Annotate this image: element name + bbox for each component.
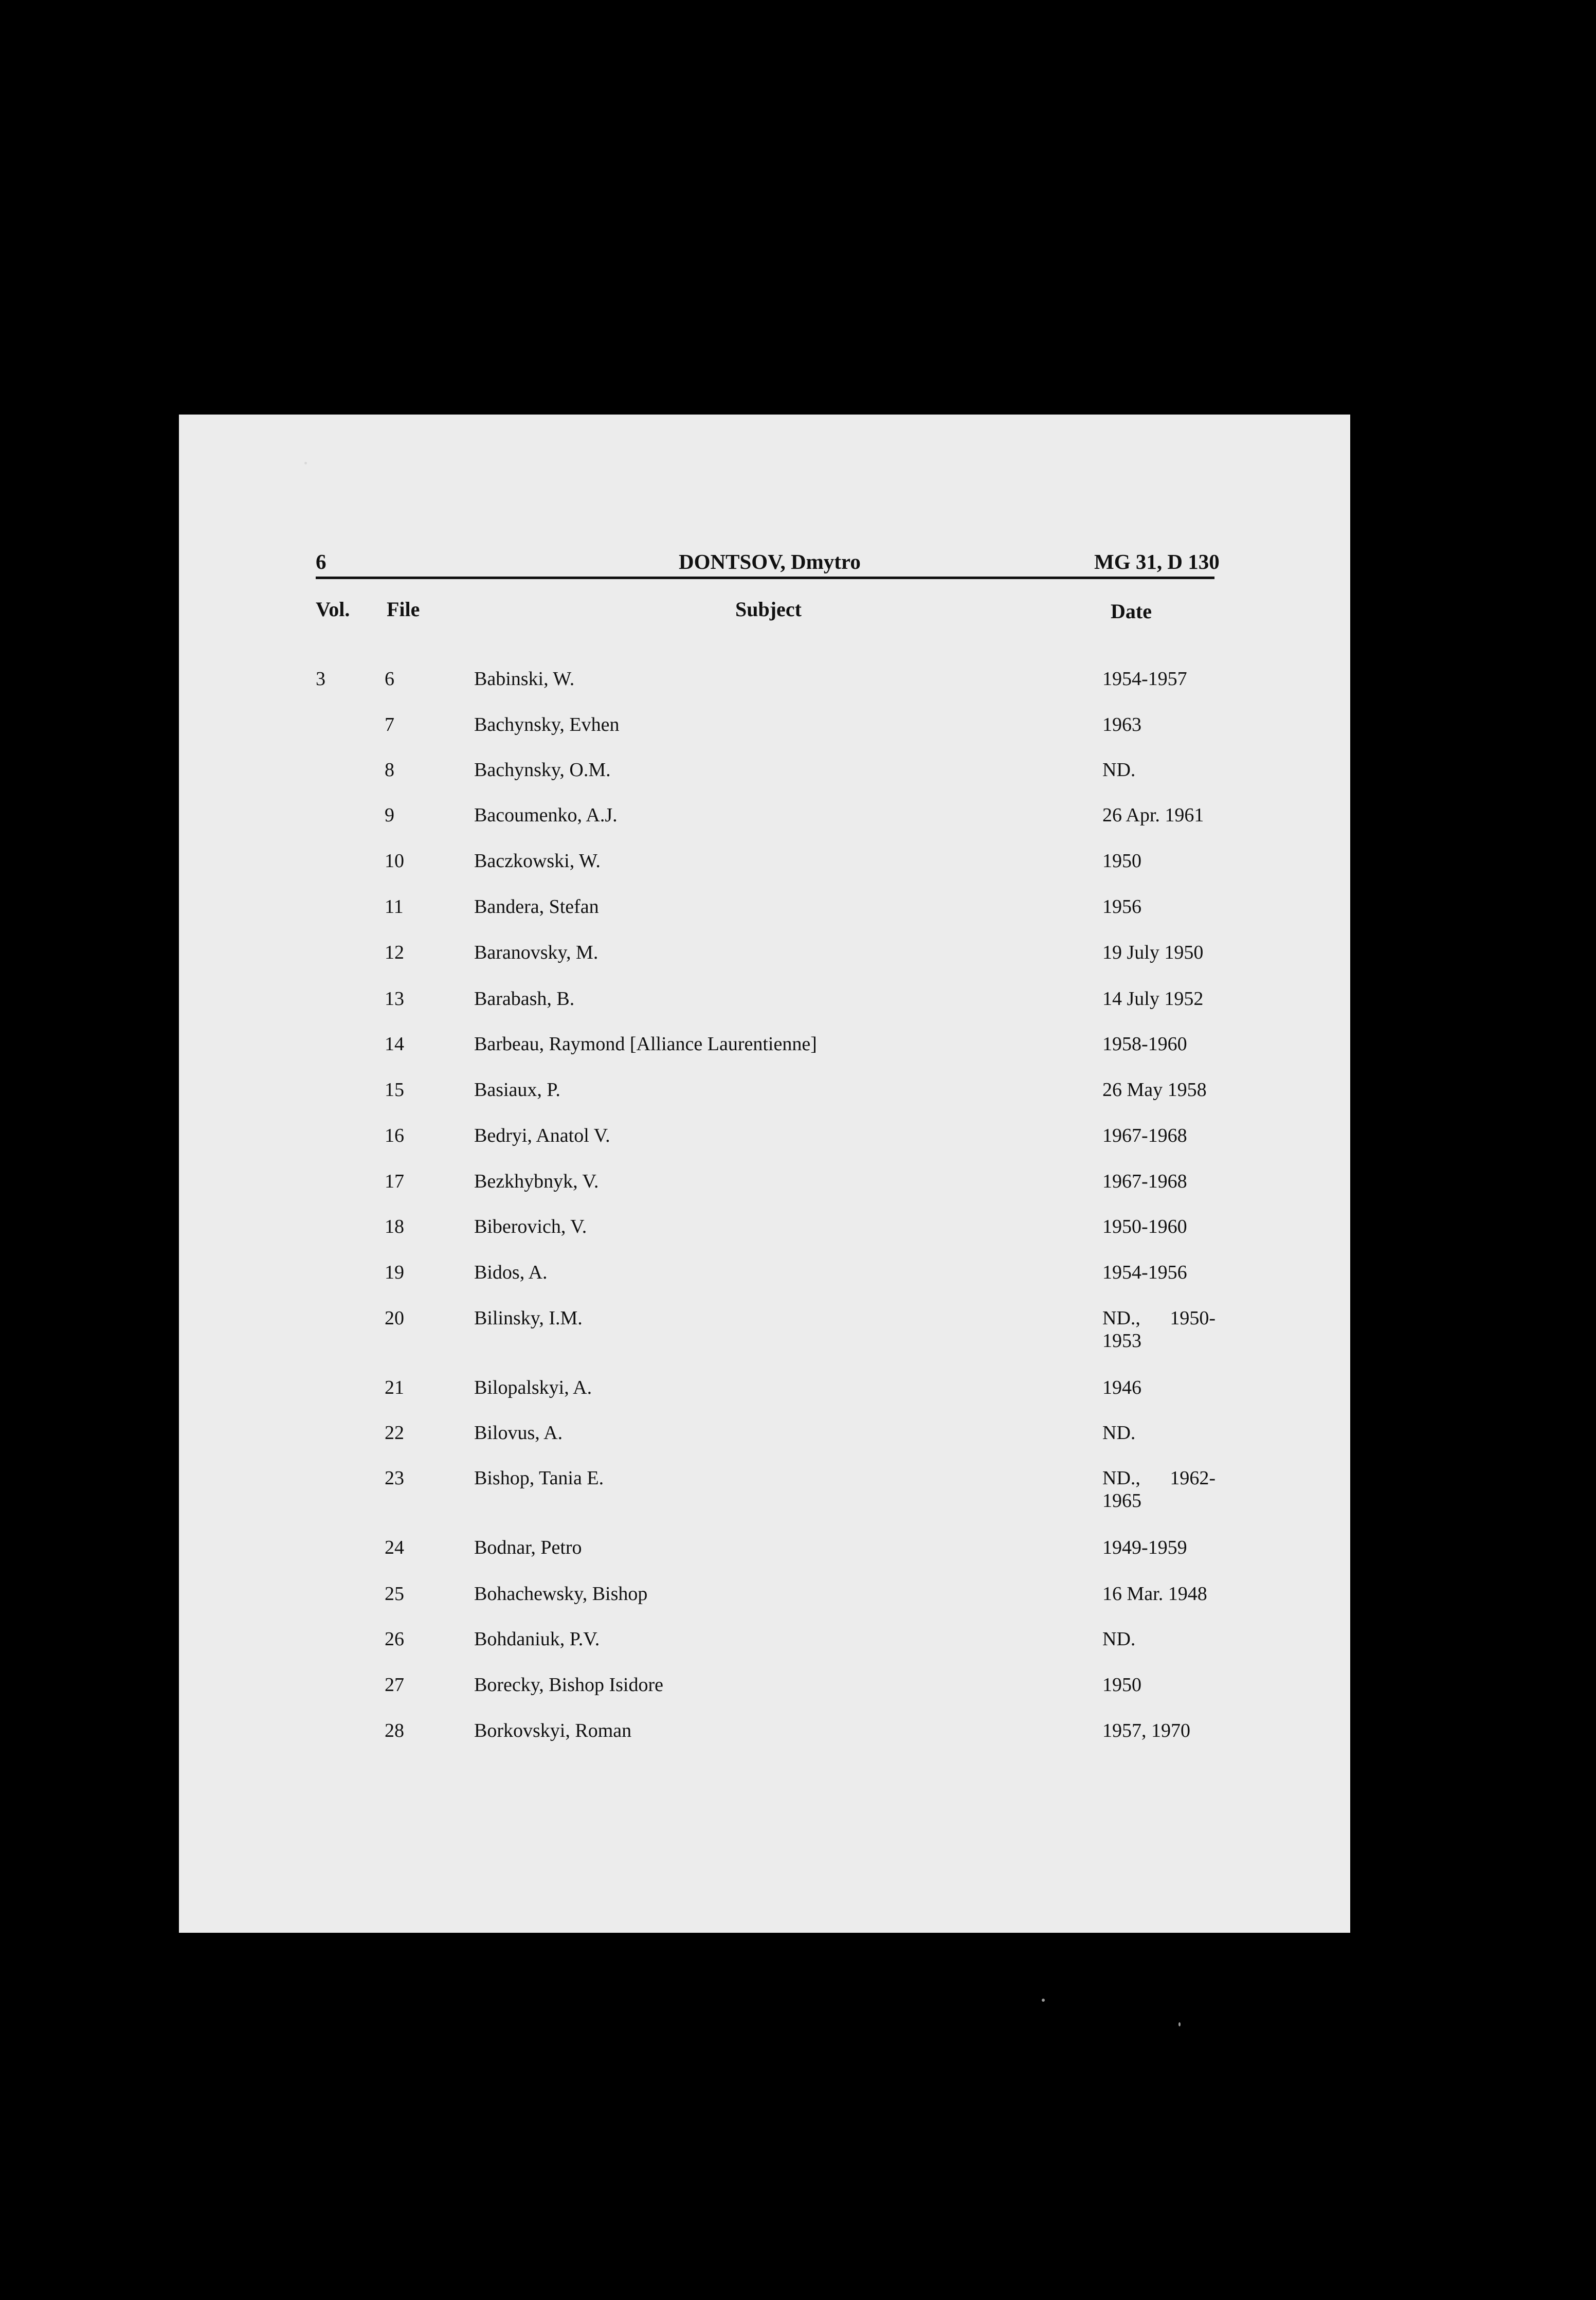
file-number-cell: 11	[385, 896, 404, 918]
date-cell: 1954-1956	[1102, 1262, 1187, 1283]
date-cell: 1967-1968	[1102, 1125, 1187, 1146]
subject-cell: Bohachewsky, Bishop	[474, 1583, 648, 1605]
subject-cell: Basiaux, P.	[474, 1079, 560, 1101]
file-number-cell: 16	[385, 1125, 404, 1146]
column-header-vol: Vol.	[316, 598, 350, 621]
subject-cell: Borkovskyi, Roman	[474, 1720, 632, 1741]
subject-cell: Baczkowski, W.	[474, 850, 601, 872]
file-number-cell: 24	[385, 1537, 404, 1558]
date-cell: 26 May 1958	[1102, 1079, 1207, 1101]
file-number-cell: 13	[385, 988, 404, 1010]
subject-cell: Bachynsky, O.M.	[474, 759, 611, 781]
subject-cell: Bishop, Tania E.	[474, 1467, 604, 1489]
date-cell: 14 July 1952	[1102, 988, 1204, 1010]
column-header-subject: Subject	[735, 598, 802, 621]
date-cell: 1950	[1102, 850, 1141, 872]
date-cell: ND.	[1102, 759, 1136, 781]
date-cell: 1958-1960	[1102, 1033, 1187, 1055]
subject-cell: Bedryi, Anatol V.	[474, 1125, 610, 1146]
date-cell: 1954-1957	[1102, 668, 1187, 690]
paper-speck	[304, 462, 307, 464]
column-header-date: Date	[1111, 600, 1152, 623]
subject-cell: Biberovich, V.	[474, 1216, 587, 1237]
film-speck	[1042, 1999, 1045, 2002]
subject-cell: Bachynsky, Evhen	[474, 714, 620, 735]
date-cell: 1949-1959	[1102, 1537, 1187, 1558]
file-number-cell: 10	[385, 850, 404, 872]
date-cell: 19 July 1950	[1102, 942, 1204, 963]
subject-cell: Bilopalskyi, A.	[474, 1377, 592, 1398]
file-number-cell: 28	[385, 1720, 404, 1741]
file-number-cell: 20	[385, 1307, 404, 1329]
file-number-cell: 26	[385, 1628, 404, 1650]
file-number-cell: 9	[385, 804, 394, 826]
reference-code: MG 31, D 130	[1094, 550, 1220, 573]
date-cell: 1956	[1102, 896, 1141, 918]
subject-cell: Bandera, Stefan	[474, 896, 599, 918]
file-number-cell: 25	[385, 1583, 404, 1605]
subject-cell: Bodnar, Petro	[474, 1537, 582, 1558]
date-cell: 1957, 1970	[1102, 1720, 1190, 1741]
file-number-cell: 23	[385, 1467, 404, 1489]
date-cell: 1967-1968	[1102, 1171, 1187, 1192]
file-number-cell: 7	[385, 714, 394, 735]
subject-cell: Bidos, A.	[474, 1262, 548, 1283]
date-cell: ND., 1950-1953	[1102, 1307, 1216, 1352]
file-number-cell: 21	[385, 1377, 404, 1398]
date-cell: ND., 1962-1965	[1102, 1467, 1216, 1512]
file-number-cell: 27	[385, 1674, 404, 1696]
file-number-cell: 22	[385, 1422, 404, 1444]
file-number-cell: 15	[385, 1079, 404, 1101]
file-number-cell: 14	[385, 1033, 404, 1055]
subject-cell: Barabash, B.	[474, 988, 575, 1010]
date-cell: ND.	[1102, 1628, 1136, 1650]
page-number: 6	[316, 550, 327, 573]
subject-cell: Bezkhybnyk, V.	[474, 1171, 599, 1192]
subject-cell: Bilinsky, I.M.	[474, 1307, 583, 1329]
subject-cell: Bohdaniuk, P.V.	[474, 1628, 600, 1650]
date-cell: 16 Mar. 1948	[1102, 1583, 1207, 1605]
date-cell: ND.	[1102, 1422, 1136, 1444]
subject-cell: Bilovus, A.	[474, 1422, 563, 1444]
date-cell: 1963	[1102, 714, 1141, 735]
column-header-file: File	[387, 598, 420, 621]
date-cell: 1950-1960	[1102, 1216, 1187, 1237]
subject-cell: Baranovsky, M.	[474, 942, 598, 963]
document-title: DONTSOV, Dmytro	[679, 550, 861, 573]
subject-cell: Barbeau, Raymond [Alliance Laurentienne]	[474, 1033, 817, 1055]
file-number-cell: 12	[385, 942, 404, 963]
vol-cell: 3	[316, 668, 325, 690]
file-number-cell: 8	[385, 759, 394, 781]
date-cell: 26 Apr. 1961	[1102, 804, 1204, 826]
film-speck	[1178, 2022, 1181, 2026]
file-number-cell: 19	[385, 1262, 404, 1283]
file-number-cell: 17	[385, 1171, 404, 1192]
subject-cell: Bacoumenko, A.J.	[474, 804, 618, 826]
date-cell: 1946	[1102, 1377, 1141, 1398]
subject-cell: Borecky, Bishop Isidore	[474, 1674, 663, 1696]
subject-cell: Babinski, W.	[474, 668, 575, 690]
file-number-cell: 18	[385, 1216, 404, 1237]
date-cell: 1950	[1102, 1674, 1141, 1696]
file-number-cell: 6	[385, 668, 394, 690]
